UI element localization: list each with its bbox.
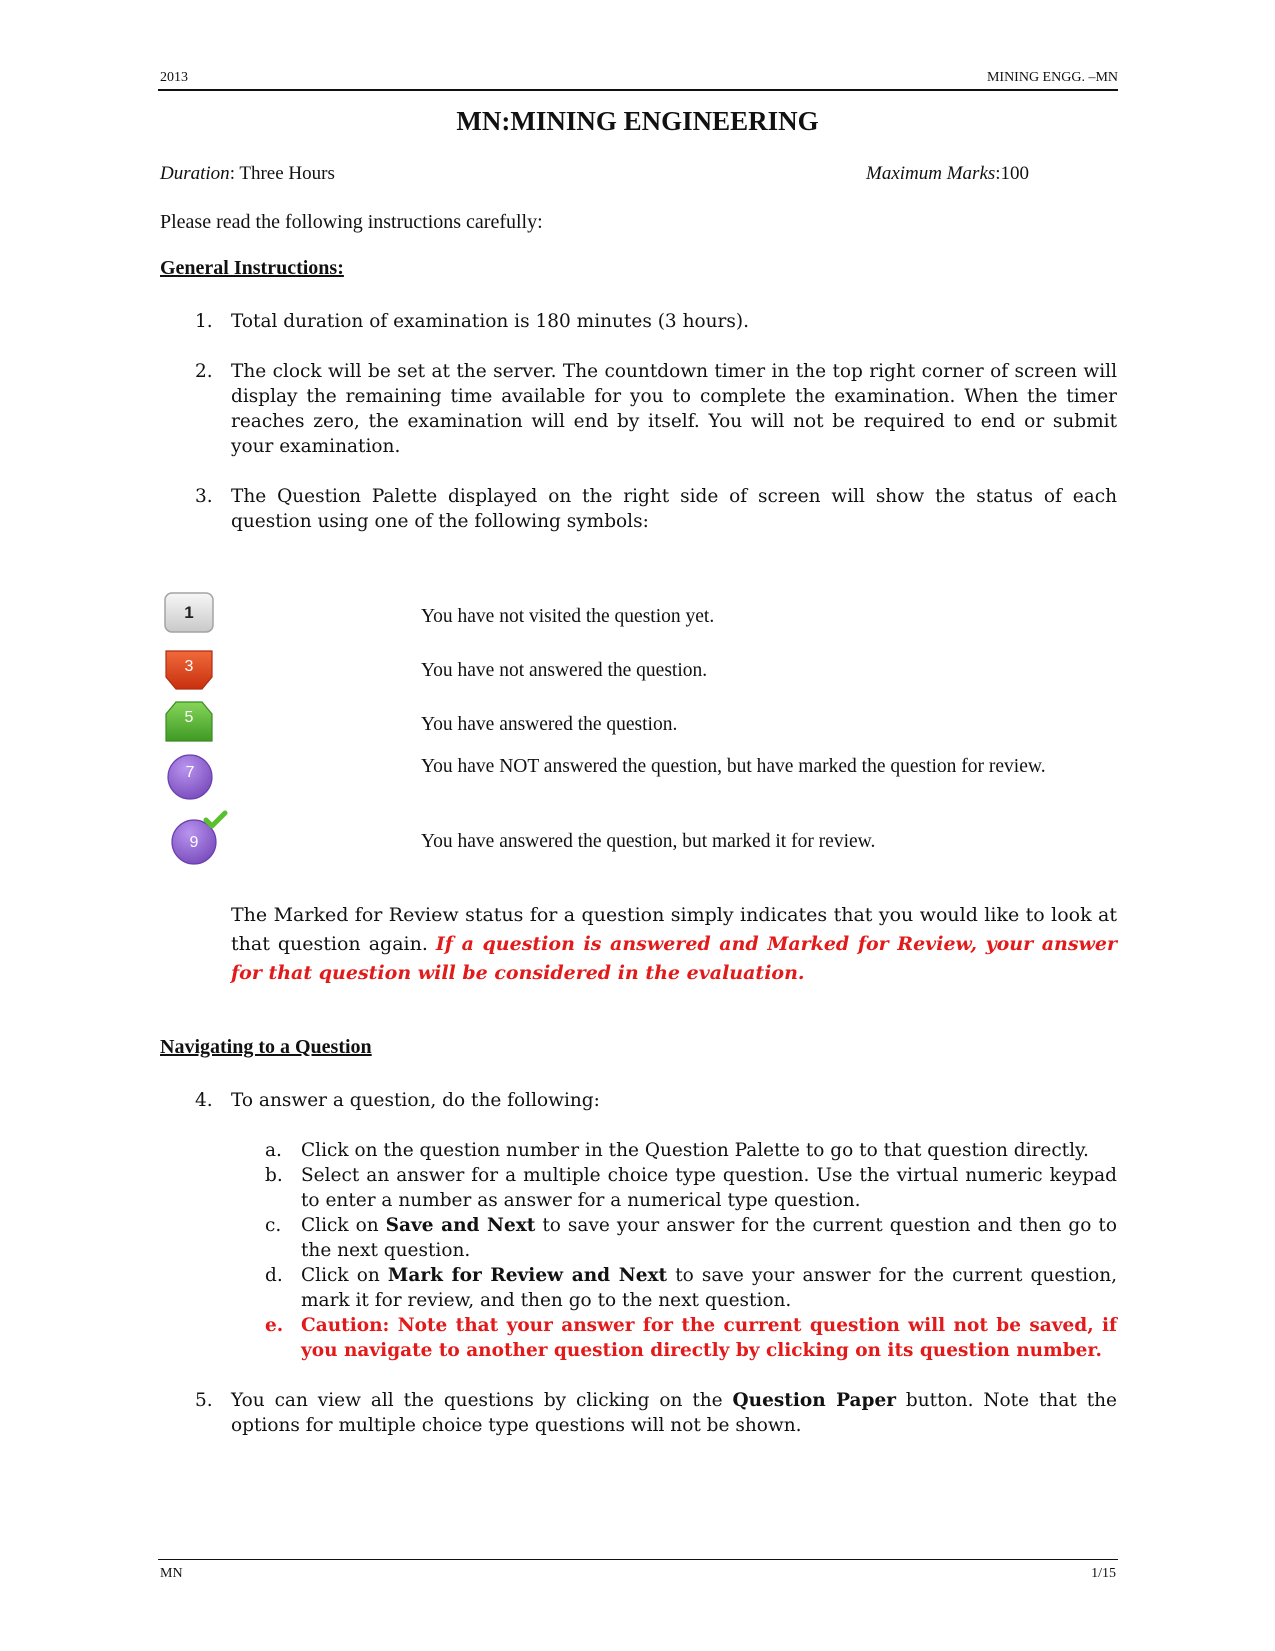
answered-icon [162, 700, 216, 744]
symbol-label-answered-marked-review: You have answered the question, but marked it for review. [421, 831, 876, 852]
max-marks-line [866, 163, 1029, 185]
subitem-text-pre: Click on [301, 1215, 386, 1236]
footer-code: MN [160, 1566, 183, 1581]
subitem-b [265, 1163, 1117, 1213]
subitem-letter: a. [265, 1140, 282, 1161]
subitem-d [265, 1263, 1117, 1313]
subitem-text [301, 1263, 1117, 1313]
max-marks-label: Maximum Marks [866, 163, 996, 184]
not-answered-icon [162, 647, 216, 693]
item-number: 4. [195, 1090, 213, 1111]
page-title: MN:MINING ENGINEERING [456, 106, 819, 136]
symbol-label-not-visited: You have not visited the question yet. [421, 606, 715, 627]
header-subject: MINING ENGG. –MN [986, 70, 1118, 85]
review-note [231, 901, 1117, 988]
review-note-text: The Marked for Review status for a question simply indicates that you would like to look at that question again. [231, 904, 1117, 955]
item-text-post: button. Note that the options for multiple choice type questions will not be shown. [231, 1390, 1117, 1436]
intro-text: Please read the following instructions carefully: [160, 211, 543, 233]
duration-line [160, 163, 335, 185]
item-number: 3. [195, 486, 213, 507]
header-rule [158, 89, 1118, 91]
instruction-item-5 [195, 1388, 1117, 1438]
symbol-label-marked-review [421, 755, 1046, 779]
badge-number: 9 [189, 834, 199, 851]
subitem-letter: c. [265, 1215, 282, 1236]
badge-number: 5 [184, 709, 194, 726]
symbol-label-answered: You have answered the question. [421, 714, 678, 735]
footer-page-number: 1/15 [1091, 1566, 1116, 1581]
item-number: 1. [195, 311, 213, 332]
subitem-text: Caution: Note that your answer for the current question will not be saved, if you navigate to another question directly by clicking on its question number. [301, 1315, 1117, 1361]
subitem-text-post: to save your answer for the current question, mark it for review, and then go to the next question. [301, 1265, 1118, 1311]
navigating-heading: Navigating to a Question [160, 1036, 372, 1058]
subitem-text-pre: Click on [301, 1265, 388, 1286]
duration-label: Duration [160, 163, 230, 184]
item-text: The clock will be set at the server. The countdown timer in the top right corner of screen will display the remaining time available for you to complete the examination. When the timer reaches zero, the examination will end by itself. You will not be required to end or submit your examination. [231, 361, 1117, 457]
save-and-next-label: Save and Next [385, 1215, 536, 1236]
subitem-text-post: to save your answer for the current question and then go to the next question. [301, 1215, 1117, 1261]
subitem-text: Click on the question number in the Question Palette to go to that question directly. [301, 1140, 1089, 1161]
instruction-item-1 [195, 309, 1117, 334]
marked-review-icon [164, 752, 216, 802]
header-year: 2013 [160, 70, 188, 85]
item-text: To answer a question, do the following: [231, 1090, 600, 1111]
subitem-letter: e. [265, 1315, 284, 1336]
badge-number: 1 [184, 603, 194, 622]
item-number: 5. [195, 1390, 213, 1411]
answered-marked-review-icon [168, 810, 230, 868]
subitem-letter: b. [265, 1165, 283, 1186]
instruction-item-3 [195, 484, 1117, 534]
not-visited-icon [162, 591, 216, 635]
instruction-item-4 [195, 1088, 1117, 1113]
duration-value: : Three Hours [229, 163, 335, 184]
subitem-e-caution [265, 1313, 1117, 1363]
general-instructions-heading: General Instructions: [160, 257, 344, 279]
symbol-label-not-answered: You have not answered the question. [421, 660, 708, 681]
item-text: The Question Palette displayed on the right side of screen will show the status of each question using one of the following symbols: [231, 486, 1117, 532]
item-text [231, 1388, 1117, 1438]
check-icon [206, 813, 225, 826]
subitem-c [265, 1213, 1117, 1263]
subitem-text [301, 1213, 1117, 1263]
subitem-a [265, 1138, 1117, 1163]
review-note-emphasis: If a question is answered and Marked for Review, your answer for that question will be considered in the evaluation. [231, 933, 1118, 984]
footer-rule [158, 1559, 1118, 1560]
subitem-letter: d. [265, 1265, 283, 1286]
badge-number: 7 [185, 764, 195, 781]
badge-number: 3 [184, 658, 194, 675]
mark-for-review-and-next-label: Mark for Review and Next [387, 1265, 668, 1286]
item-number: 2. [195, 361, 213, 382]
max-marks-value: :100 [995, 163, 1030, 184]
instruction-item-2 [195, 359, 1117, 459]
symbol-label-text: You have NOT answered the question, but have marked the question for review. [421, 756, 1046, 777]
item-text-pre: You can view all the questions by clicking on the [231, 1390, 733, 1411]
item-text: Total duration of examination is 180 minutes (3 hours). [231, 311, 749, 332]
question-paper-label: Question Paper [732, 1390, 896, 1411]
subitem-text: Select an answer for a multiple choice type question. Use the virtual numeric keypad to enter a number as answer for a numerical type question. [301, 1165, 1117, 1211]
